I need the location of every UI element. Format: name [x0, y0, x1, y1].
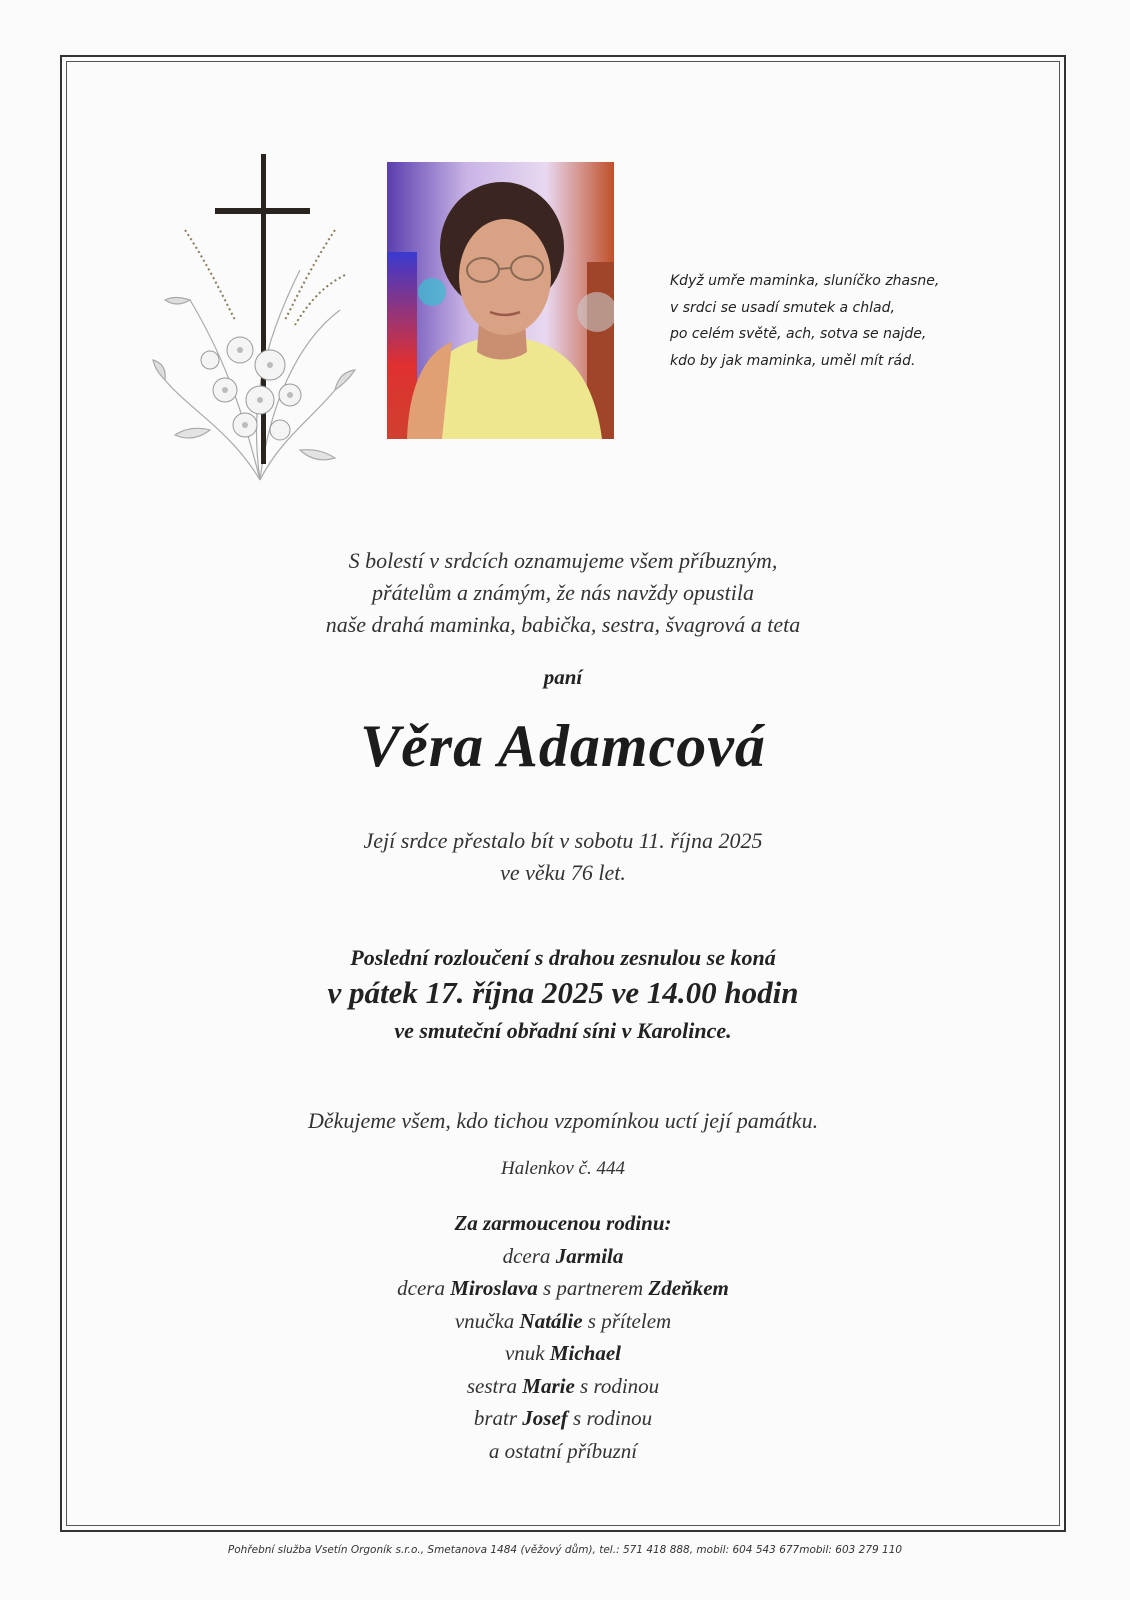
death-age: ve věku 76 let. [500, 860, 626, 885]
family-member: sestra Marie s rodinou [466, 1373, 660, 1398]
poem-line: v srdci se usadí smutek a chlad, [670, 299, 895, 316]
funeral-heading: Poslední rozloučení s drahou zesnulou se koná [350, 945, 776, 970]
family-section [66, 1207, 1060, 1467]
announcement-line: S bolestí v srdcích oznamujeme všem příbuzným, [348, 548, 778, 573]
family-member: vnučka Natálie s přítelem [454, 1308, 672, 1333]
death-date: Její srdce přestalo bít v sobotu 11. října 2025 [363, 828, 763, 853]
deceased-name: Věra Adamcová [360, 713, 766, 779]
honorific: paní [543, 665, 583, 689]
family-heading: Za zarmoucenou rodinu: [454, 1211, 672, 1235]
announcement-text [66, 545, 1060, 641]
footer-contact: Pohřební služba Vsetín Orgoník s.r.o., Smetanova 1484 (věžový dům), tel.: 571 418 888, mobil: 604 543 677mobil: 603 279 110 [227, 1544, 903, 1556]
announcement-line: přátelům a známým, že nás navždy opustila [372, 580, 754, 605]
funeral-place: ve smuteční obřadní síni v Karolince. [394, 1018, 732, 1043]
announcement-line: naše drahá maminka, babička, sestra, švagrová a teta [325, 612, 801, 637]
address: Halenkov č. 444 [501, 1158, 625, 1179]
family-member: dcera Jarmila [502, 1243, 624, 1268]
family-member: vnuk Michael [504, 1341, 622, 1365]
family-member: dcera Miroslava s partnerem Zdeňkem [397, 1276, 729, 1300]
portrait-icon [387, 162, 614, 439]
thanks-text: Děkujeme všem, kdo tichou vzpomínkou uctí její památku. [307, 1108, 819, 1133]
family-member: bratr Josef s rodinou [473, 1406, 653, 1430]
family-closing: a ostatní příbuzní [488, 1438, 638, 1463]
death-info [66, 825, 1060, 889]
portrait-photo [387, 162, 614, 439]
poem-line: po celém světě, ach, sotva se najde, [670, 326, 927, 342]
funeral-datetime: v pátek 17. října 2025 ve 14.00 hodin [327, 975, 799, 1010]
poem [670, 268, 990, 374]
poem-line: Když umře maminka, sluníčko zhasne, [670, 273, 940, 289]
poem-line: kdo by jak maminka, uměl mít rád. [670, 352, 916, 369]
cross-with-flowers-icon [150, 150, 360, 500]
